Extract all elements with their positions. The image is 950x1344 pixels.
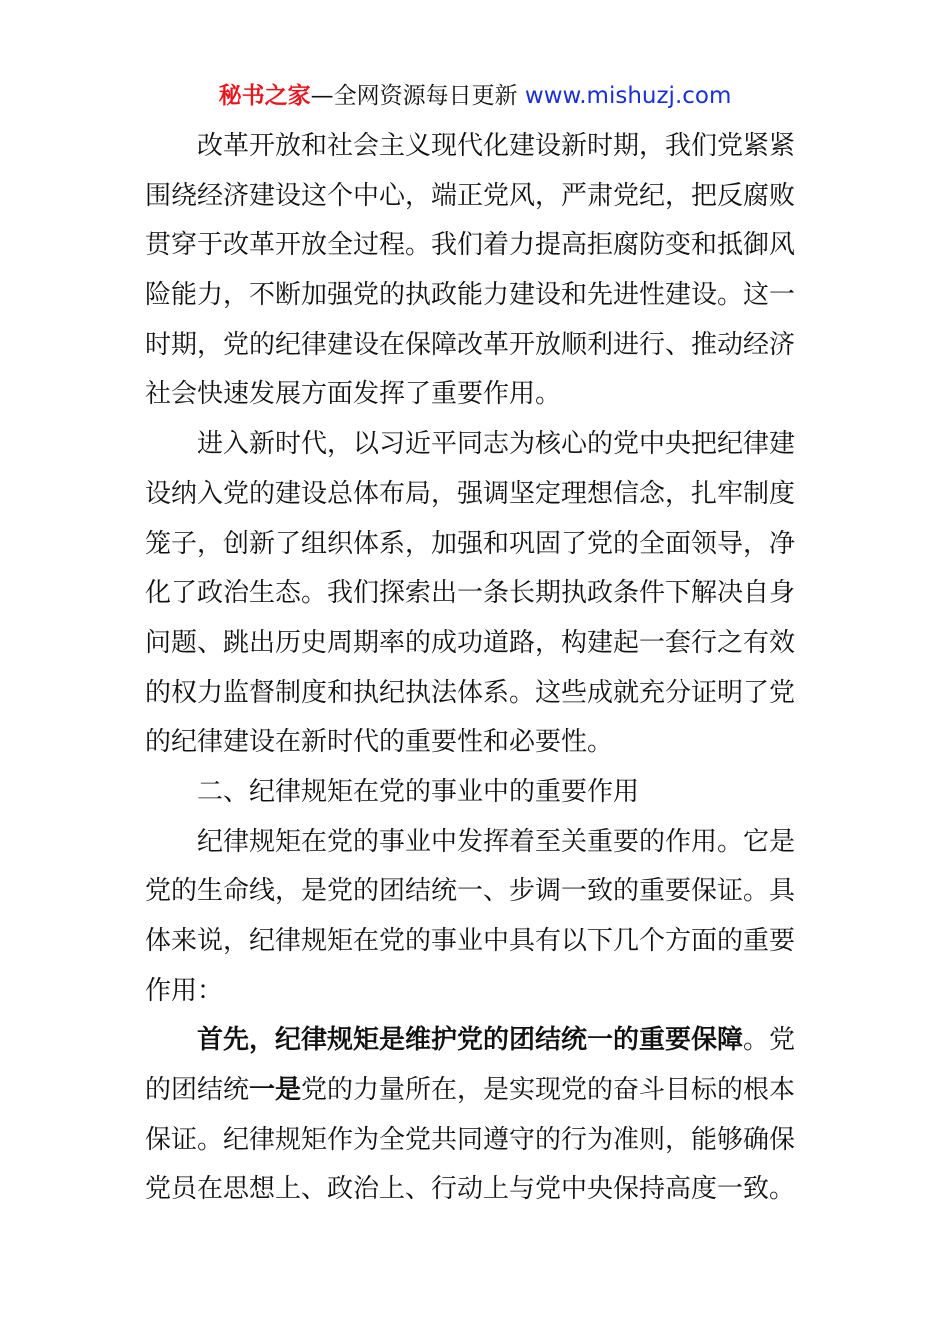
text-line: 改革开放和社会主义现代化建设新时期，我们党紧紧 bbox=[197, 131, 796, 161]
section-heading: 二、纪律规矩在党的事业中的重要作用 bbox=[197, 776, 640, 807]
text-line: 的纪律建设在新时代的重要性和必要性。 bbox=[145, 727, 614, 758]
text-line bbox=[145, 1066, 805, 1116]
text-line: 党的生命线，是党的团结统一、步调一致的重要保证。具 bbox=[145, 876, 796, 907]
line2-bold-text: 一是 bbox=[249, 1075, 302, 1106]
line2-text-b: 党的力量所在，是实现党的奋斗目标的根本 bbox=[301, 1075, 796, 1106]
text-line: 保证。纪律规矩作为全党共同遵守的行为准则，能够确保 bbox=[145, 1124, 796, 1155]
text-line: 问题、跳出历史周期率的成功道路，构建起一套行之有效 bbox=[145, 627, 796, 658]
site-header bbox=[0, 80, 950, 112]
text-line: 党员在思想上、政治上、行动上与党中央保持高度一致。 bbox=[145, 1174, 796, 1205]
text-line: 进入新时代，以习近平同志为核心的党中央把纪律建 bbox=[197, 429, 796, 460]
line2-text-a: 的团结统 bbox=[145, 1075, 250, 1106]
document-body bbox=[145, 122, 805, 1215]
text-line: 社会快速发展方面发挥了重要作用。 bbox=[145, 379, 562, 410]
text-line: 设纳入党的建设总体布局，强调坚定理想信念，扎牢制度 bbox=[145, 478, 796, 509]
text-line: 笼子，创新了组织体系，加强和巩固了党的全面领导，净 bbox=[145, 528, 796, 559]
text-line: 体来说，纪律规矩在党的事业中具有以下几个方面的重要 bbox=[145, 926, 796, 956]
text-line bbox=[145, 1016, 805, 1066]
text-line: 纪律规矩在党的事业中发挥着至关重要的作用。它是 bbox=[197, 826, 796, 857]
text-line: 贯穿于改革开放全过程。我们着力提高拒腐防变和抵御风 bbox=[145, 230, 796, 261]
lead-rest-text: 。党 bbox=[743, 1025, 796, 1056]
text-line: 时期，党的纪律建设在保障改革开放顺利进行、推动经济 bbox=[145, 329, 796, 360]
site-tagline: —全网资源每日更新 bbox=[310, 83, 518, 109]
bold-lead-text: 首先，纪律规矩是维护党的团结统一的重要保障 bbox=[197, 1025, 744, 1056]
site-url-link[interactable]: www.mishuzj.com bbox=[524, 83, 732, 109]
text-line: 围绕经济建设这个中心，端正党风，严肃党纪，把反腐败 bbox=[145, 180, 796, 211]
text-line: 险能力，不断加强党的执政能力建设和先进性建设。这一 bbox=[145, 280, 796, 311]
site-brand: 秘书之家 bbox=[218, 83, 311, 109]
text-line: 化了政治生态。我们探索出一条长期执政条件下解决自身 bbox=[145, 578, 796, 609]
text-line: 作用： bbox=[145, 975, 224, 1006]
text-line: 的权力监督制度和执纪执法体系。这些成就充分证明了党 bbox=[145, 677, 796, 708]
